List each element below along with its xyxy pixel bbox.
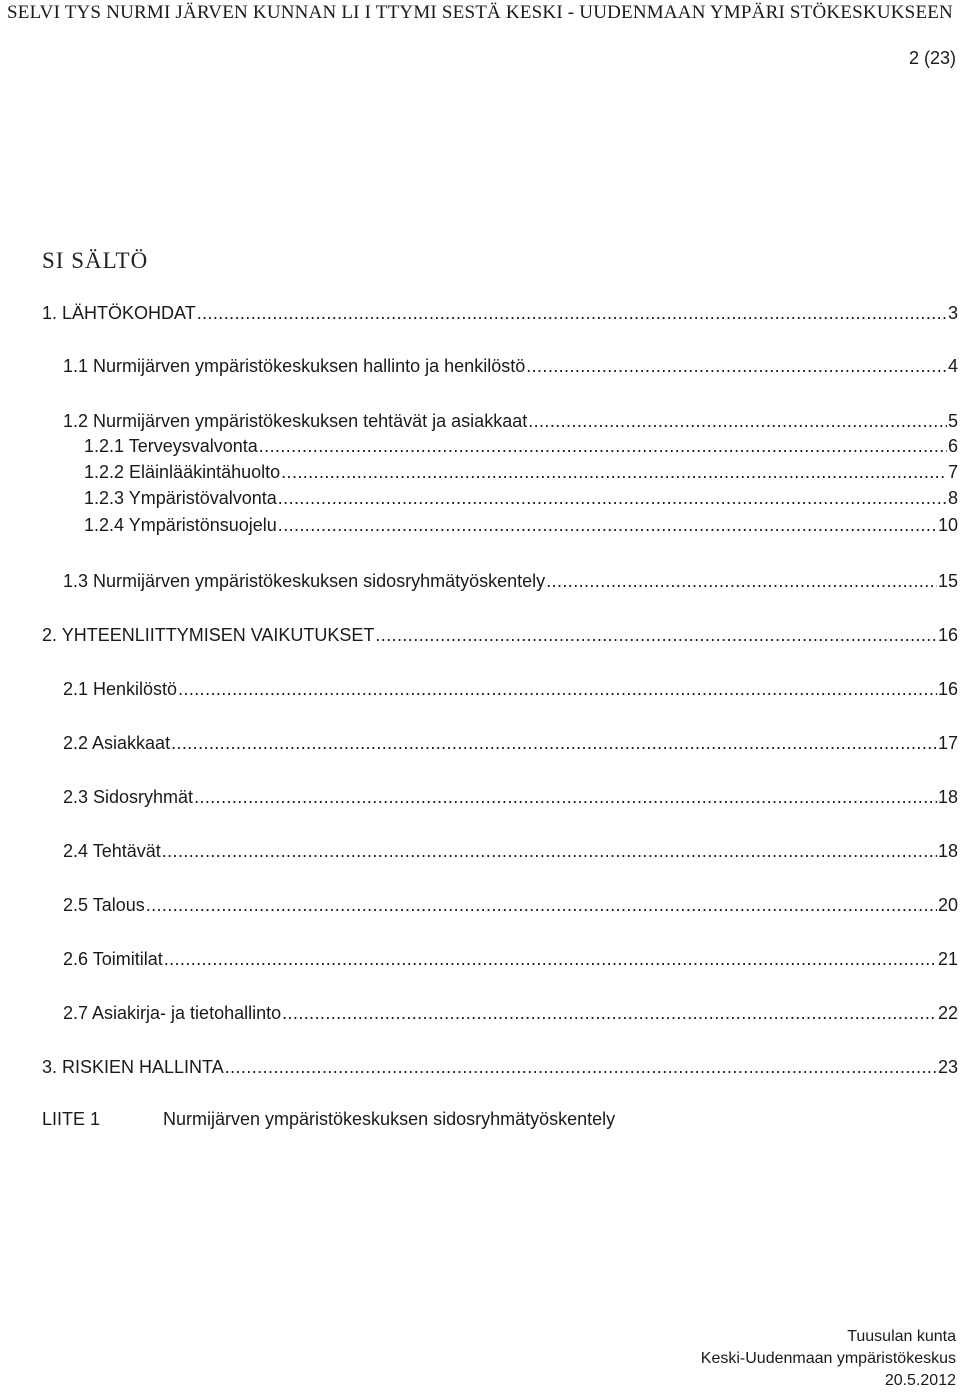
toc-entry-2-7[interactable] <box>63 1002 958 1024</box>
toc-leader-dots <box>278 514 937 536</box>
toc-entry-1-1[interactable] <box>63 355 958 377</box>
toc-entry-2-3[interactable] <box>63 786 958 808</box>
toc-entry-label: 1.2.1 Terveysvalvonta <box>84 436 258 456</box>
toc-leader-dots <box>278 487 947 509</box>
toc-entry-page: 20 <box>937 895 958 915</box>
footer-department: Keski-Uudenmaan ympäristökeskus <box>700 1350 956 1367</box>
toc-entry-page: 3 <box>947 303 958 323</box>
toc-entry-page: 8 <box>947 488 958 508</box>
toc-leader-dots <box>171 732 937 754</box>
footer-organization: Tuusulan kunta <box>847 1328 956 1345</box>
toc-leader-dots <box>282 1002 937 1024</box>
toc-entry-2[interactable] <box>42 624 958 646</box>
toc-entry-label: 1.2 Nurmijärven ympäristökeskuksen tehtävät ja asiakkaat <box>63 411 528 431</box>
toc-leader-dots <box>178 678 937 700</box>
running-header-title: SELVI TYS NURMI JÄRVEN KUNNAN LI I TTYMI SESTÄ KESKI - UUDENMAAN YMPÄRI STÖKESKUKSEEN <box>7 2 953 23</box>
toc-entry-page: 16 <box>937 625 958 645</box>
page-number: 2 (23) <box>908 48 956 68</box>
toc-entry-label: 2.6 Toimitilat <box>63 949 163 969</box>
toc-entry-1-2-2[interactable] <box>84 461 958 483</box>
toc-leader-dots <box>375 624 937 646</box>
toc-leader-dots <box>546 570 937 592</box>
appendix-title: Nurmijärven ympäristökeskuksen sidosryhmätyöskentely <box>163 1109 616 1129</box>
appendix-label: LIITE 1 <box>42 1109 101 1129</box>
toc-entry-1-3[interactable] <box>63 570 958 592</box>
toc-entry-label: 1.2.3 Ympäristövalvonta <box>84 488 277 508</box>
toc-entry-label: 1.2.4 Ympäristönsuojelu <box>84 515 277 535</box>
toc-entry-page: 15 <box>937 571 958 591</box>
toc-entry-label: 3. RISKIEN HALLINTA <box>42 1057 224 1077</box>
toc-entry-label: 2.5 Talous <box>63 895 145 915</box>
toc-leader-dots <box>146 894 937 916</box>
toc-leader-dots <box>162 840 937 862</box>
toc-entry-1-2-1[interactable] <box>84 435 958 457</box>
toc-heading: SI SÄLTÖ <box>42 248 149 273</box>
toc-entry-page: 16 <box>937 679 958 699</box>
toc-entry-1-2-3[interactable] <box>84 487 958 509</box>
appendix-entry <box>42 1108 615 1130</box>
toc-entry-2-4[interactable] <box>63 840 958 862</box>
toc-entry-page: 23 <box>937 1057 958 1077</box>
footer-date: 20.5.2012 <box>884 1372 956 1389</box>
toc-entry-page: 22 <box>937 1003 958 1023</box>
toc-leader-dots <box>281 461 947 483</box>
toc-entry-page: 6 <box>947 436 958 456</box>
toc-entry-label: 1.3 Nurmijärven ympäristökeskuksen sidosryhmätyöskentely <box>63 571 546 591</box>
toc-leader-dots <box>197 302 947 324</box>
toc-leader-dots <box>225 1056 937 1078</box>
toc-entry-2-6[interactable] <box>63 948 958 970</box>
toc-entry-page: 5 <box>947 411 958 431</box>
toc-entry-page: 7 <box>947 462 958 482</box>
toc-entry-label: 2.2 Asiakkaat <box>63 733 171 753</box>
toc-entry-2-5[interactable] <box>63 894 958 916</box>
toc-leader-dots <box>194 786 937 808</box>
toc-entry-label: 2.4 Tehtävät <box>63 841 161 861</box>
toc-entry-label: 2. YHTEENLIITTYMISEN VAIKUTUKSET <box>42 625 375 645</box>
page-footer <box>701 1326 956 1392</box>
toc-entry-2-2[interactable] <box>63 732 958 754</box>
toc-entry-page: 18 <box>937 841 958 861</box>
toc-entry-page: 17 <box>937 733 958 753</box>
toc-entry-page: 4 <box>947 356 958 376</box>
toc-entry-1-2-4[interactable] <box>84 514 958 536</box>
toc-leader-dots <box>164 948 937 970</box>
toc-leader-dots <box>526 355 947 377</box>
toc-entry-3[interactable] <box>42 1056 958 1078</box>
toc-entry-1[interactable] <box>42 302 958 324</box>
toc-entry-label: 1. LÄHTÖKOHDAT <box>42 303 196 323</box>
toc-entry-label: 2.7 Asiakirja- ja tietohallinto <box>63 1003 282 1023</box>
toc-entry-label: 1.1 Nurmijärven ympäristökeskuksen hallinto ja henkilöstö <box>63 356 526 376</box>
toc-entry-label: 2.3 Sidosryhmät <box>63 787 194 807</box>
toc-entry-page: 10 <box>937 515 958 535</box>
toc-entry-page: 21 <box>937 949 958 969</box>
toc-entry-page: 18 <box>937 787 958 807</box>
toc-entry-1-2[interactable] <box>63 410 958 432</box>
toc-leader-dots <box>259 435 947 457</box>
toc-entry-label: 2.1 Henkilöstö <box>63 679 178 699</box>
toc-entry-label: 1.2.2 Eläinlääkintähuolto <box>84 462 281 482</box>
toc-leader-dots <box>528 410 947 432</box>
toc-entry-2-1[interactable] <box>63 678 958 700</box>
